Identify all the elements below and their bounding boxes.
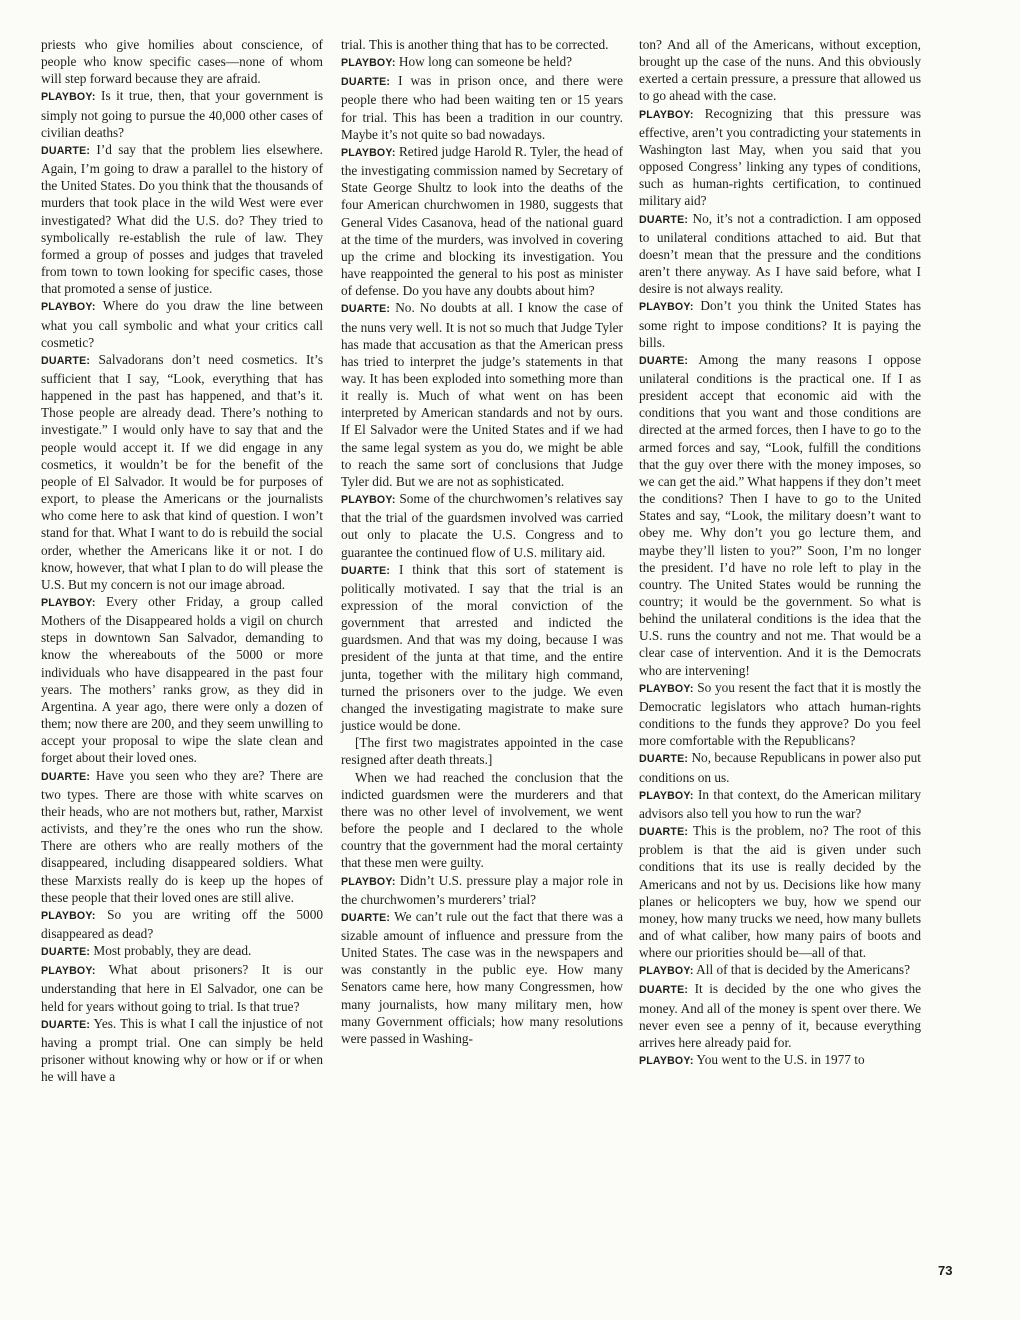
text-column-3 xyxy=(639,36,921,1070)
speaker-label: DUARTE: xyxy=(639,354,689,367)
paragraph xyxy=(341,561,623,735)
speaker-label: DUARTE: xyxy=(341,911,391,924)
paragraph-text: How long can someone be held? xyxy=(398,54,573,70)
paragraph-text: [The first two magistrates appointed in the case resigned after death threats.] xyxy=(341,735,623,768)
paragraph-text: I think that this sort of statement is politically motivated. I say that the trial is an expression of the moral conviction of the government that arrested and indicted the guardsmen. And that was my doing, because I was president of the junta at that time, and the entire junta, together with the military high command, turned the prisoners over to the judge. We even changed the investigating magistrate to make sure justice would be done. xyxy=(341,561,624,734)
speaker-label: DUARTE: xyxy=(41,354,91,367)
paragraph xyxy=(341,769,623,872)
paragraph xyxy=(41,1015,323,1086)
speaker-label: PLAYBOY: xyxy=(41,597,96,609)
paragraph xyxy=(639,1051,921,1070)
speaker-label: PLAYBOY: xyxy=(639,789,694,802)
speaker-label: DUARTE: xyxy=(341,564,391,577)
paragraph xyxy=(41,767,323,906)
paragraph-text: Have you seen who they are? There are two types. There are those with white scarves on their heads, who are not mothers but, rather, Marxist activists, and they’re the ones who run the show. There are others who are really mothers of the disappeared, including disappeared soldiers. What these Marxists really do is keep up the hopes of these people that their loved ones are still alive. xyxy=(41,767,323,905)
paragraph-text: trial. This is another thing that has to be corrected. xyxy=(341,37,609,52)
speaker-label: DUARTE: xyxy=(639,826,689,839)
speaker-label: PLAYBOY: xyxy=(341,875,396,888)
paragraph-text: When we had reached the conclusion that the indicted guardsmen were the murderers and that there was no other level of involvement, we went before the people and I declared to the whole country that the government had the moral certainty that these men were guilty. xyxy=(341,769,623,871)
paragraph xyxy=(639,786,921,822)
paragraph-text: What about prisoners? It is our understanding that here in El Salvador, one can be held for years without going to trial. Is that true? xyxy=(41,962,323,1014)
paragraph-text: No. No doubts at all. I know the case of the nuns very well. It is not so much that Judge Tyler has made that accusation as that the American press has tried to interpret the judge’s statements in that way. It has been exploded into something more than it really is. Much of what went on has been interpreted by American standards and not by ours. If El Salvador were the United States and if we had the same legal system as you do, we might be able to reach the same sort of conclusions that Judge Tyler did. But we are not as sophisticated. xyxy=(341,300,623,489)
paragraph xyxy=(41,297,323,350)
paragraph-text: Among the many reasons I oppose unilateral conditions is the practical one. If I as president accept that economic aid with the conditions that you want and those conditions are directed at the armed forces, then I have to go to the armed forces and say, “Look, fulfill the conditions that the guy over there with the money imposes, so we can get the aid.” What happens if they don’t meet the conditions? Then I have to go to the United States and say, “Look, the military doesn’t want to obey me. Why don’t you go lecture them, and maybe they’ll listen to you?” Soon, I’m no longer the president. I’d have no role left to play in the country. The United States would be running the country; it would be the government. So what is behind the unilateral conditions is the idea that the U.S. runs the country and not me. That would be a clear case of intervention. And it is the Democrats who are intervening! xyxy=(639,351,921,678)
paragraph xyxy=(41,36,323,87)
paragraph xyxy=(341,72,623,143)
paragraph-text: In that context, do the American military advisors also tell you how to run the war? xyxy=(639,786,921,821)
paragraph xyxy=(341,36,623,53)
paragraph-text: Where do you draw the line between what you call symbolic and what your critics call cosmetic? xyxy=(41,298,323,350)
speaker-label: DUARTE: xyxy=(41,144,91,157)
paragraph xyxy=(639,297,921,350)
paragraph xyxy=(639,36,921,105)
paragraph xyxy=(639,105,921,210)
paragraph-text: No, it’s not a contradiction. I am opposed to unilateral conditions attached to aid. But that doesn’t mean that the pressure and the conditions aren’t there anyway. As I have said before, what I desire is not always reality. xyxy=(639,210,921,297)
speaker-label: DUARTE: xyxy=(341,76,391,89)
speaker-label: DUARTE: xyxy=(341,303,391,316)
paragraph-text: I was in prison once, and there were people there who had been waiting ten or 15 years for trial. This has been a tradition in our country. Maybe it’s not quite so bad nowadays. xyxy=(341,73,623,142)
paragraph-text: Is it true, then, that your government is simply not going to pursue the 40,000 other cases of civilian deaths? xyxy=(41,88,324,140)
speaker-label: PLAYBOY: xyxy=(41,965,96,978)
paragraph-text: Yes. This is what I call the injustice of not having a prompt trial. One can simply be held prisoner without knowing why or how or if or when he will have a xyxy=(41,1015,323,1085)
paragraph xyxy=(639,961,921,980)
text-column-2 xyxy=(341,36,623,1047)
paragraph-text: We can’t rule out the fact that there was a sizable amount of influence and pressure from the United States. The case was in the newspapers and was constantly in the public eye. How many Senators came here, how many Congressmen, how many journalists, how many military men, how many Government officials; how many resolutions were passed in Washing- xyxy=(341,908,623,1046)
paragraph-text: Most probably, they are dead. xyxy=(93,943,252,959)
paragraph xyxy=(639,210,921,298)
paragraph-text: All of that is decided by the Americans? xyxy=(696,962,910,978)
paragraph xyxy=(341,908,623,1047)
paragraph-text: Every other Friday, a group called Mothers of the Disappeared holds a vigil on church steps in downtown San Salvador, demanding to know the whereabouts of the 5000 or more individuals who have disappeared in the past four years. The mothers’ ranks grow, as they did in Argentina. A year ago, there were only a dozen of them; now there are 200, and they seem unwilling to accept your proposal to wipe the slate clean and forget about their loved ones. xyxy=(41,594,323,766)
paragraph xyxy=(41,593,323,767)
paragraph xyxy=(341,872,623,908)
speaker-label: PLAYBOY: xyxy=(341,146,396,159)
speaker-label: PLAYBOY: xyxy=(41,91,96,104)
paragraph xyxy=(341,299,623,490)
paragraph xyxy=(639,679,921,750)
paragraph xyxy=(41,906,323,942)
paragraph-text: Salvadorans don’t need cosmetics. It’s sufficient that I say, “Look, everything that has happened in the past has happened, and that’s it. Those people are already dead. There’s nothing to investigate.” I would only have to say that and the people would accept it. If we did engage in any cosmetics, it wouldn’t be for the benefit of the people of El Salvador. It would be for purposes of export, to please the Americans or the journalists who come here to ask that kind of question. I won’t stand for that. What I want to do is rebuild the social order, whether the Americans like it or not. I do know, however, that what I plan to do will please the U.S. But my concern is not our image abroad. xyxy=(41,351,323,592)
paragraph xyxy=(41,351,323,593)
paragraph xyxy=(341,143,623,299)
paragraph-text: It is decided by the one who gives the money. And all of the money is spent over there. We never even see a penny of it, because everything arrives here already paid for. xyxy=(639,981,921,1050)
paragraph xyxy=(639,749,921,785)
speaker-label: PLAYBOY: xyxy=(639,301,694,314)
speaker-label: DUARTE: xyxy=(41,946,91,959)
paragraph-text: Don’t you think the United States has some right to impose conditions? It is paying the bills. xyxy=(639,298,921,350)
paragraph-text: You went to the U.S. in 1977 to xyxy=(696,1052,865,1068)
paragraph xyxy=(341,490,623,561)
paragraph-text: Retired judge Harold R. Tyler, the head of the investigating commission named by Secretary of State George Shultz to look into the deaths of the four American churchwomen in 1980, suggests that General Vides Casanova, head of the national guard at the time of the murders, was involved in covering up the crime and blocking its investigation. You have reappointed the general to his post as minister of defense. Do you have any doubts about him? xyxy=(341,143,624,299)
paragraph-text: No, because Republicans in power also put conditions on us. xyxy=(639,750,921,785)
speaker-label: PLAYBOY: xyxy=(341,57,396,70)
speaker-label: PLAYBOY: xyxy=(639,108,694,121)
speaker-label: PLAYBOY: xyxy=(639,1055,694,1068)
paragraph xyxy=(341,53,623,72)
speaker-label: PLAYBOY: xyxy=(41,301,96,314)
speaker-label: DUARTE: xyxy=(639,753,689,766)
paragraph-text: This is the problem, no? The root of this problem is that the aid is given under such conditions that its use is really decided by the Americans and not by us. Decisions like how many planes or helicopters we buy, how we spend our money, how many trucks we need, how many bullets and of what caliber, how many pairs of boots and where our priorities should be—all of that. xyxy=(639,823,922,961)
speaker-label: DUARTE: xyxy=(639,984,689,997)
paragraph-text: So you resent the fact that it is mostly the Democratic legislators who attach human-rights conditions to the funds they approve? Do you feel more comfortable with the Republicans? xyxy=(639,679,921,749)
speaker-label: PLAYBOY: xyxy=(341,494,396,507)
paragraph xyxy=(41,942,323,961)
speaker-label: DUARTE: xyxy=(41,770,91,783)
paragraph-text: So you are writing off the 5000 disappeared as dead? xyxy=(41,906,323,941)
speaker-label: PLAYBOY: xyxy=(639,682,694,695)
paragraph xyxy=(41,87,323,140)
speaker-label: DUARTE: xyxy=(41,1018,91,1031)
paragraph-text: priests who give homilies about conscience, of people who know specific cases—none of whom will step forward because they are afraid. xyxy=(41,37,323,87)
speaker-label: PLAYBOY: xyxy=(41,909,96,922)
speaker-label: DUARTE: xyxy=(639,213,689,226)
paragraph xyxy=(41,141,323,297)
paragraph xyxy=(639,980,921,1051)
paragraph-text: Didn’t U.S. pressure play a major role in the churchwomen’s murderers’ trial? xyxy=(341,872,623,907)
paragraph xyxy=(639,822,921,961)
paragraph xyxy=(341,734,623,768)
paragraph-text: I’d say that the problem lies elsewhere. Again, I’m going to draw a parallel to the history of the United States. Do you think that the thousands of murders that took place in the wild West were ever investigated? What did the U.S. do? They tried to symbolically re-establish the rule of law. They formed a group of posses and judges that traveled from town to town looking for specific cases, those that promoted a sense of justice. xyxy=(41,141,323,297)
paragraph xyxy=(41,961,323,1014)
page-number: 73 xyxy=(938,1263,953,1278)
text-column-1 xyxy=(41,36,323,1085)
paragraph xyxy=(639,351,921,679)
paragraph-text: Some of the churchwomen’s relatives say that the trial of the guardsmen involved was carried out only to placate the U.S. Congress and to guarantee the continued flow of U.S. military aid. xyxy=(341,491,623,560)
paragraph-text: ton? And all of the Americans, without exception, brought up the case of the nuns. And this obviously exerted a certain pressure, a pressure that allowed us to go ahead with the case. xyxy=(639,37,921,104)
paragraph-text: Recognizing that this pressure was effective, aren’t you contradicting your statements in Washington last May, when you said that you opposed Congress’ linking any types of conditions, such as human-rights certification, to continued military aid? xyxy=(639,105,921,209)
speaker-label: PLAYBOY: xyxy=(639,965,694,978)
